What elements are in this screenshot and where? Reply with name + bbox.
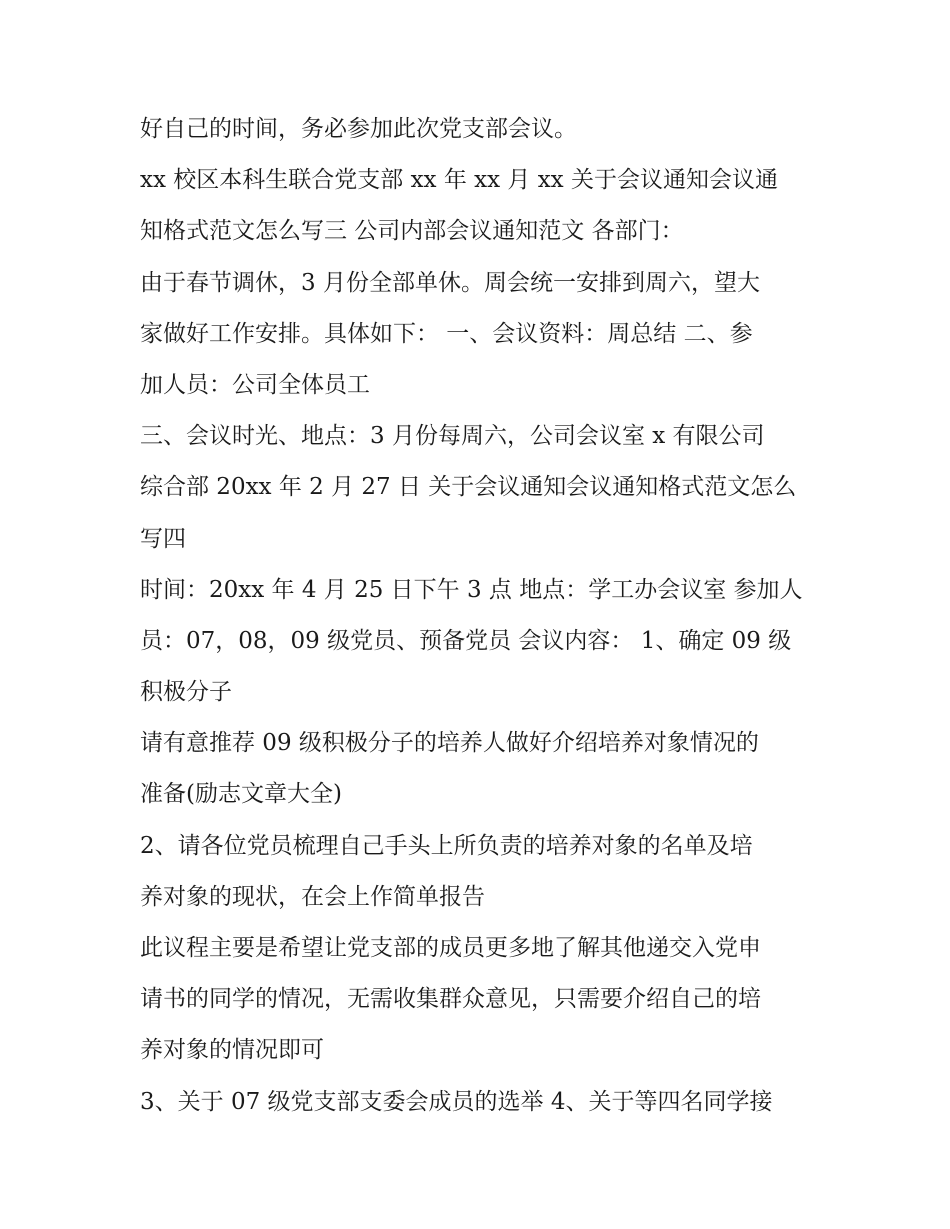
text-line: 请有意推荐 09 级积极分子的培养人做好介绍培养对象情况的 (140, 730, 759, 757)
text-line: 养对象的现状，在会上作简单报告 (140, 883, 485, 910)
text-line: 家做好工作安排。具体如下： 一、会议资料：周总结 二、参 (140, 320, 753, 347)
text-line: xx 校区本科生联合党支部 xx 年 xx 月 xx 关于会议通知会议通 (140, 167, 778, 194)
text-line: 由于春节调休，3 月份全部单休。周会统一安排到周六，望大 (140, 269, 760, 296)
text-line: 加人员：公司全体员工 (140, 371, 370, 398)
text-line: 3、关于 07 级党支部支委会成员的选举 4、关于等四名同学接 (140, 1088, 773, 1115)
text-line: 好自己的时间，务必参加此次党支部会议。 (140, 116, 577, 142)
text-line: 准备(励志文章大全) (140, 781, 342, 808)
text-line: 请书的同学的情况，无需收集群众意见，只需要介绍自己的培 (140, 986, 761, 1013)
text-line: 知格式范文怎么写三 公司内部会议通知范文 各部门： (140, 218, 684, 245)
document-body (140, 104, 820, 1128)
text-line: 此议程主要是希望让党支部的成员更多地了解其他递交入党申 (140, 935, 761, 961)
text-line: 综合部 20xx 年 2 月 27 日 关于会议通知会议通知格式范文怎么 (140, 474, 797, 501)
text-line: 写四 (140, 525, 186, 552)
text-line: 积极分子 (140, 679, 232, 706)
text-line: 员：07，08，09 级党员、预备党员 会议内容： 1、确定 09 级 (140, 627, 792, 654)
text-line: 2、请各位党员梳理自己手头上所负责的培养对象的名单及培 (140, 832, 753, 859)
text-line: 养对象的情况即可 (140, 1037, 324, 1064)
text-line: 三、会议时光、地点：3 月份每周六，公司会议室 x 有限公司 (140, 423, 765, 450)
text-line: 时间：20xx 年 4 月 25 日下午 3 点 地点：学工办会议室 参加人 (140, 576, 803, 603)
